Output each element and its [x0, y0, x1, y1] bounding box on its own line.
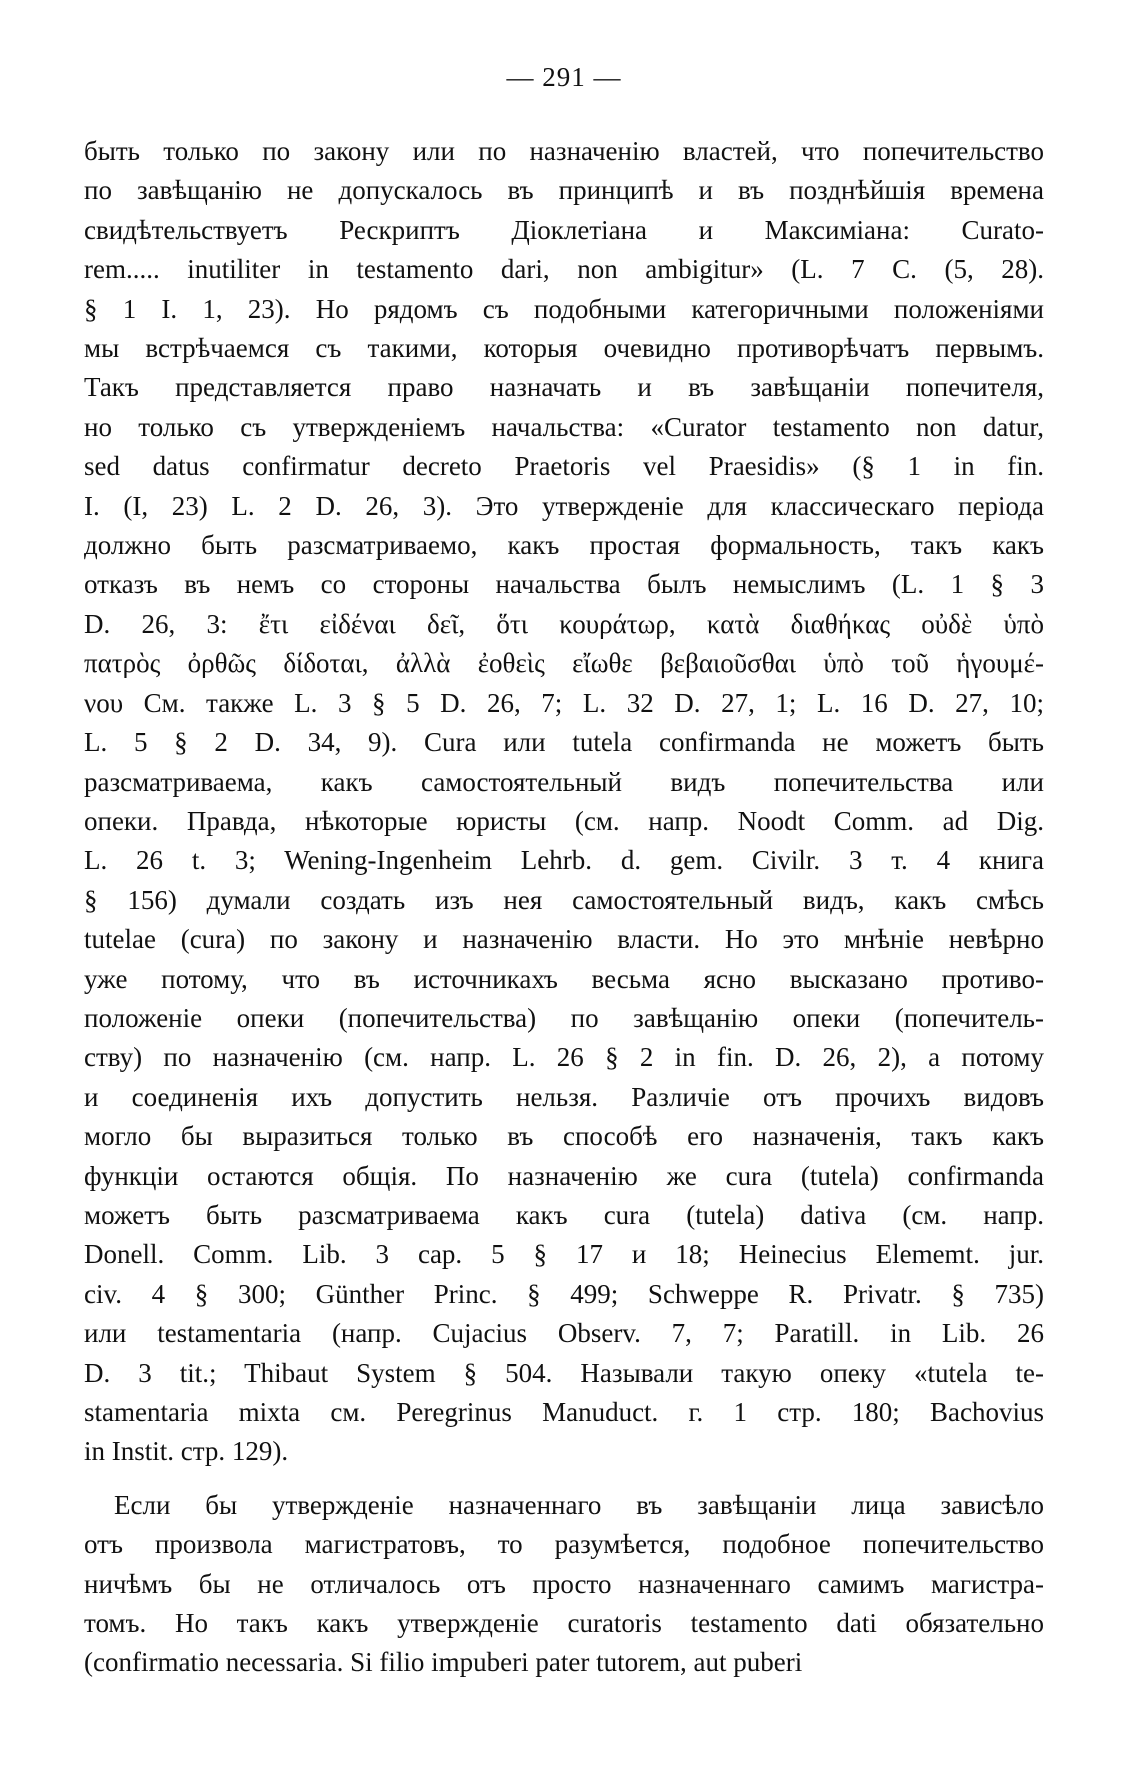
paragraph-2: [84, 1486, 1044, 1683]
page-number: — 291 —: [506, 62, 622, 92]
text-line: быть только по закону или по назначенію властей, что попечительство: [84, 136, 1044, 166]
text-line: отказъ въ немъ со стороны начальства былъ немыслимъ (L. 1 § 3: [84, 569, 1044, 600]
text-line: Donell. Comm. Lib. 3 cap. 5 § 17 и 18; Heinecius Elememt. jur.: [84, 1239, 1044, 1270]
paragraph-1: [84, 132, 1044, 1472]
text-line: § 156) думали создать изъ нея самостоятельный видъ, какъ смѣсь: [84, 884, 1044, 915]
text-line: in Instit. стр. 129).: [84, 1436, 289, 1467]
text-line: положеніе опеки (попечительства) по завѣщанію опеки (попечитель-: [84, 1002, 1044, 1033]
text-line: sed datus confirmatur decreto Praetoris vel Praesidis» (§ 1 in fin.: [84, 451, 1044, 482]
text-line: функціи остаются общія. По назначенію же cura (tutela) confirmanda: [84, 1160, 1044, 1191]
text-line: πατρὸς ὀρθῶς δίδοται, ἀλλὰ ἐοθεὶς εἴωθε βεβαιοῦσθαι ὑπὸ τοῦ ἡγουμέ-: [84, 648, 1044, 679]
text-line: отъ произвола магистратовъ, то разумѣется, подобное попечительство: [84, 1529, 1044, 1560]
text-line: D. 26, 3: ἔτι εἰδέναι δεῖ, ὅτι κουράτωρ, κατὰ διαθήκας οὐδὲ ὑπὸ: [84, 608, 1044, 639]
text-line: § 1 I. 1, 23). Но рядомъ съ подобными категоричными положеніями: [84, 293, 1044, 324]
text-line: (confirmatio necessaria. Si filio impuberi pater tutorem, aut puberi: [84, 1647, 803, 1678]
text-line: можетъ быть разсматриваема какъ cura (tutela) dativa (см. напр.: [84, 1199, 1044, 1230]
text-line: L. 26 t. 3; Wening-Ingenheim Lehrb. d. gem. Civilr. 3 т. 4 книга: [84, 845, 1044, 876]
text-line: νου См. также L. 3 § 5 D. 26, 7; L. 32 D. 27, 1; L. 16 D. 27, 10;: [84, 687, 1044, 718]
text-line: по завѣщанію не допускалось въ принципѣ и въ позднѣйшія времена: [84, 175, 1044, 206]
text-line: ничѣмъ бы не отличалось отъ просто назначеннаго самимъ магистра-: [84, 1568, 1044, 1599]
text-line: I. (I, 23) L. 2 D. 26, 3). Это утвержденіе для классическаго періода: [84, 490, 1044, 521]
text-line: Если бы утвержденіе назначеннаго въ завѣщаніи лица зависѣло: [114, 1489, 1044, 1520]
text-line: опеки. Правда, нѣкоторые юристы (см. напр. Noodt Comm. ad Dig.: [84, 805, 1044, 836]
text-line: D. 3 tit.; Thibaut System § 504. Называли такую опеку «tutela te-: [84, 1357, 1044, 1388]
text-line: должно быть разсматриваемо, какъ простая формальность, такъ какъ: [84, 530, 1044, 561]
text-line: но только съ утвержденіемъ начальства: «Curator testamento non datur,: [84, 411, 1044, 442]
text-line: Такъ представляется право назначать и въ завѣщаніи попечителя,: [84, 372, 1044, 403]
text-line: L. 5 § 2 D. 34, 9). Cura или tutela confirmanda не можетъ быть: [84, 727, 1044, 758]
text-line: или testamentaria (напр. Cujacius Observ. 7, 7; Paratill. in Lib. 26: [84, 1318, 1044, 1349]
text-line: томъ. Но такъ какъ утвержденіе curatoris testamento dati обязательно: [84, 1608, 1044, 1639]
text-line: уже потому, что въ источникахъ весьма ясно высказано противо-: [84, 963, 1044, 994]
text-line: могло бы выразиться только въ способѣ его назначенія, такъ какъ: [84, 1121, 1044, 1152]
text-line: разсматриваема, какъ самостоятельный видъ попечительства или: [84, 766, 1044, 797]
text-line: мы встрѣчаемся съ такими, которыя очевидно противорѣчатъ первымъ.: [84, 333, 1044, 364]
text-line: civ. 4 § 300; Günther Princ. § 499; Schweppe R. Privatr. § 735): [84, 1278, 1044, 1309]
text-line: свидѣтельствуетъ Рескриптъ Діоклетіана и Максиміана: Curato-: [84, 214, 1044, 245]
text-line: stamentaria mixta см. Peregrinus Manuduct. г. 1 стр. 180; Bachovius: [84, 1397, 1044, 1427]
text-line: rem..... inutiliter in testamento dari, non ambigitur» (L. 7 C. (5, 28).: [84, 254, 1044, 285]
text-line: tutelae (cura) по закону и назначенію власти. Но это мнѣніе невѣрно: [84, 924, 1044, 955]
text-line: и соединенія ихъ допустить нельзя. Различіе отъ прочихъ видовъ: [84, 1081, 1044, 1112]
text-line: ству) по назначенію (см. напр. L. 26 § 2 in fin. D. 26, 2), а потому: [84, 1042, 1044, 1073]
